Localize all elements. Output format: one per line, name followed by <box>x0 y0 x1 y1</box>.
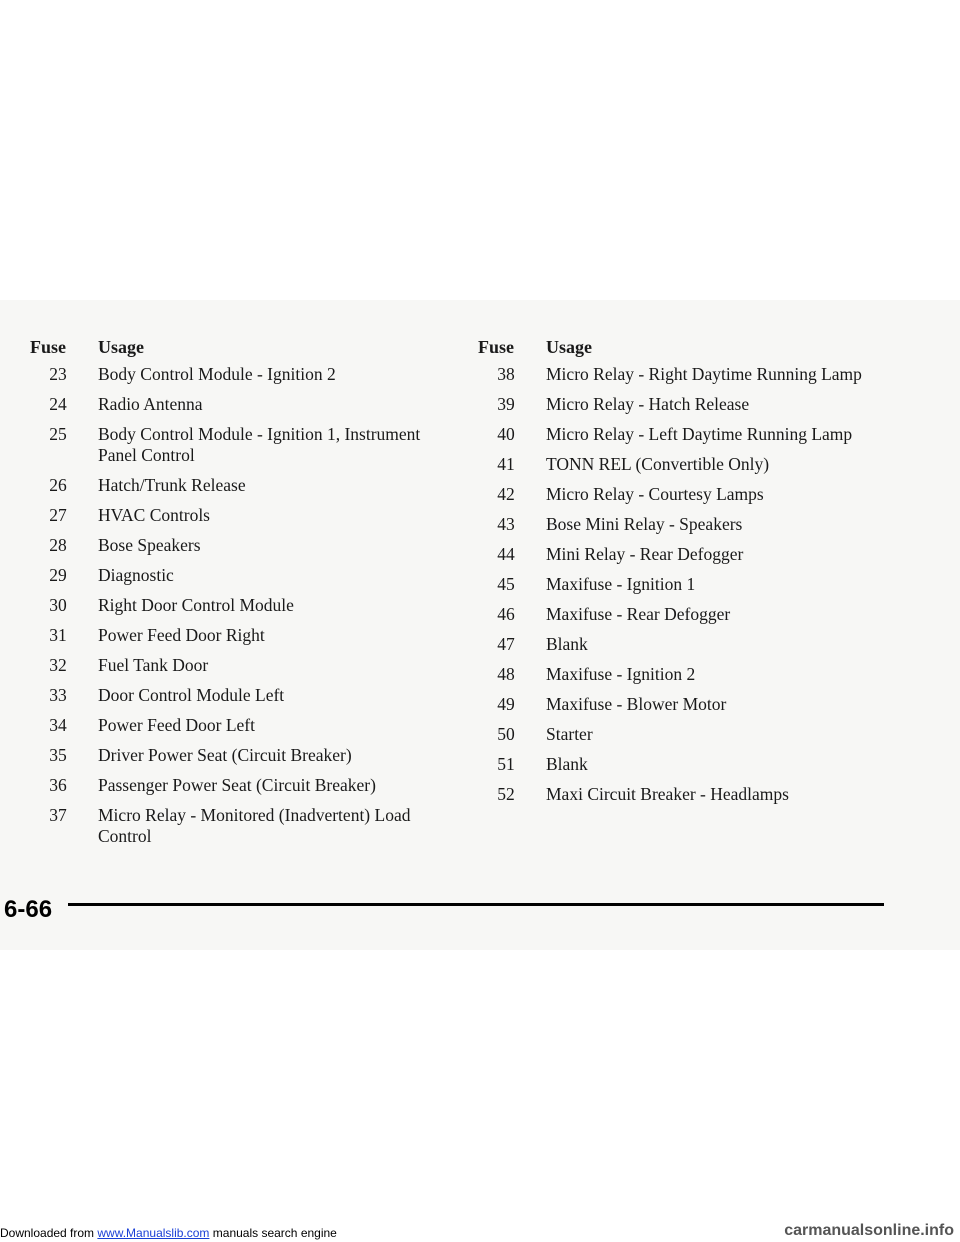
table-row <box>478 574 948 595</box>
fuse-number: 25 <box>49 424 67 444</box>
table-row <box>30 364 450 385</box>
fuse-number: 44 <box>497 544 515 564</box>
fuse-column-header: Fuse <box>30 337 66 357</box>
table-row <box>478 784 948 805</box>
fuse-usage: Driver Power Seat (Circuit Breaker) <box>98 745 352 765</box>
page-number: 6-66 <box>4 896 53 923</box>
fuse-number: 40 <box>497 424 515 444</box>
fuse-number: 49 <box>497 694 515 714</box>
fuse-usage: Maxifuse - Rear Defogger <box>546 604 731 624</box>
table-row <box>478 664 948 685</box>
fuse-number: 26 <box>49 475 67 495</box>
table-row <box>30 745 450 766</box>
fuse-usage: HVAC Controls <box>98 505 210 525</box>
footer-prefix: Downloaded from <box>0 1226 98 1240</box>
fuse-number: 24 <box>49 394 67 414</box>
fuse-usage: Radio Antenna <box>98 394 203 414</box>
table-row <box>478 634 948 655</box>
fuse-usage: Door Control Module Left <box>98 685 285 705</box>
footer-rule <box>68 903 884 906</box>
fuse-usage: Maxifuse - Blower Motor <box>546 694 727 714</box>
fuse-number: 52 <box>497 784 515 804</box>
table-row <box>478 514 948 535</box>
table-row <box>30 394 450 415</box>
table-row <box>478 454 948 475</box>
fuse-number: 48 <box>497 664 515 684</box>
fuse-table-right <box>478 337 948 814</box>
table-row <box>478 484 948 505</box>
fuse-usage: Hatch/Trunk Release <box>98 475 246 495</box>
fuse-usage: Micro Relay - Right Daytime Running Lamp <box>546 364 862 384</box>
table-row <box>478 394 948 415</box>
manualslib-link[interactable]: www.Manualslib.com <box>97 1226 210 1240</box>
fuse-number: 29 <box>49 565 67 585</box>
fuse-usage: Power Feed Door Left <box>98 715 255 735</box>
site-watermark: carmanualsonline.info <box>784 1222 954 1239</box>
fuse-number: 35 <box>49 745 67 765</box>
fuse-usage: Blank <box>546 634 588 654</box>
table-row <box>478 544 948 565</box>
fuse-column-header: Fuse <box>478 337 514 357</box>
table-row <box>478 754 948 775</box>
table-row <box>30 424 450 466</box>
fuse-number: 31 <box>49 625 67 645</box>
fuse-number: 43 <box>497 514 515 534</box>
fuse-number: 23 <box>49 364 67 384</box>
fuse-usage: Mini Relay - Rear Defogger <box>546 544 744 564</box>
fuse-number: 34 <box>49 715 67 735</box>
fuse-usage: TONN REL (Convertible Only) <box>546 454 770 474</box>
table-row <box>478 424 948 445</box>
fuse-usage: Right Door Control Module <box>98 595 294 615</box>
table-row <box>478 604 948 625</box>
fuse-usage: Micro Relay - Left Daytime Running Lamp <box>546 424 853 444</box>
fuse-usage: Maxifuse - Ignition 2 <box>546 664 696 684</box>
table-row <box>30 535 450 556</box>
fuse-usage: Passenger Power Seat (Circuit Breaker) <box>98 775 376 795</box>
fuse-number: 45 <box>497 574 515 594</box>
fuse-number: 30 <box>49 595 67 615</box>
table-header <box>478 337 948 358</box>
fuse-number: 33 <box>49 685 67 705</box>
table-row <box>30 775 450 796</box>
fuse-usage: Starter <box>546 724 593 744</box>
fuse-usage: Body Control Module - Ignition 1, Instrument Panel Control <box>98 424 421 465</box>
fuse-usage: Maxi Circuit Breaker - Headlamps <box>546 784 789 804</box>
table-row <box>478 724 948 745</box>
fuse-number: 28 <box>49 535 67 555</box>
footer-suffix: manuals search engine <box>209 1226 337 1240</box>
fuse-usage: Fuel Tank Door <box>98 655 209 675</box>
table-row <box>30 475 450 496</box>
fuse-usage: Bose Mini Relay - Speakers <box>546 514 743 534</box>
table-row <box>30 595 450 616</box>
fuse-usage: Bose Speakers <box>98 535 201 555</box>
fuse-usage: Body Control Module - Ignition 2 <box>98 364 336 384</box>
fuse-number: 50 <box>497 724 515 744</box>
fuse-number: 46 <box>497 604 515 624</box>
fuse-number: 27 <box>49 505 67 525</box>
fuse-table-left <box>30 337 450 856</box>
fuse-number: 41 <box>497 454 515 474</box>
table-header <box>30 337 450 358</box>
table-row <box>30 565 450 586</box>
fuse-usage: Diagnostic <box>98 565 174 585</box>
fuse-usage: Micro Relay - Monitored (Inadvertent) Load Control <box>98 805 411 846</box>
fuse-usage: Micro Relay - Hatch Release <box>546 394 750 414</box>
fuse-usage: Maxifuse - Ignition 1 <box>546 574 696 594</box>
fuse-number: 37 <box>49 805 67 825</box>
fuse-number: 47 <box>497 634 515 654</box>
fuse-number: 32 <box>49 655 67 675</box>
table-row <box>30 625 450 646</box>
table-row <box>30 655 450 676</box>
table-row <box>30 805 450 847</box>
table-row <box>478 694 948 715</box>
fuse-number: 42 <box>497 484 515 504</box>
fuse-usage: Blank <box>546 754 588 774</box>
fuse-number: 36 <box>49 775 67 795</box>
fuse-number: 51 <box>497 754 515 774</box>
table-row <box>30 685 450 706</box>
table-row <box>478 364 948 385</box>
fuse-number: 39 <box>497 394 515 414</box>
fuse-usage: Micro Relay - Courtesy Lamps <box>546 484 764 504</box>
download-footer <box>0 1226 337 1240</box>
usage-column-header: Usage <box>98 337 144 357</box>
fuse-number: 38 <box>497 364 515 384</box>
fuse-usage: Power Feed Door Right <box>98 625 265 645</box>
usage-column-header: Usage <box>546 337 592 357</box>
table-row <box>30 715 450 736</box>
table-row <box>30 505 450 526</box>
